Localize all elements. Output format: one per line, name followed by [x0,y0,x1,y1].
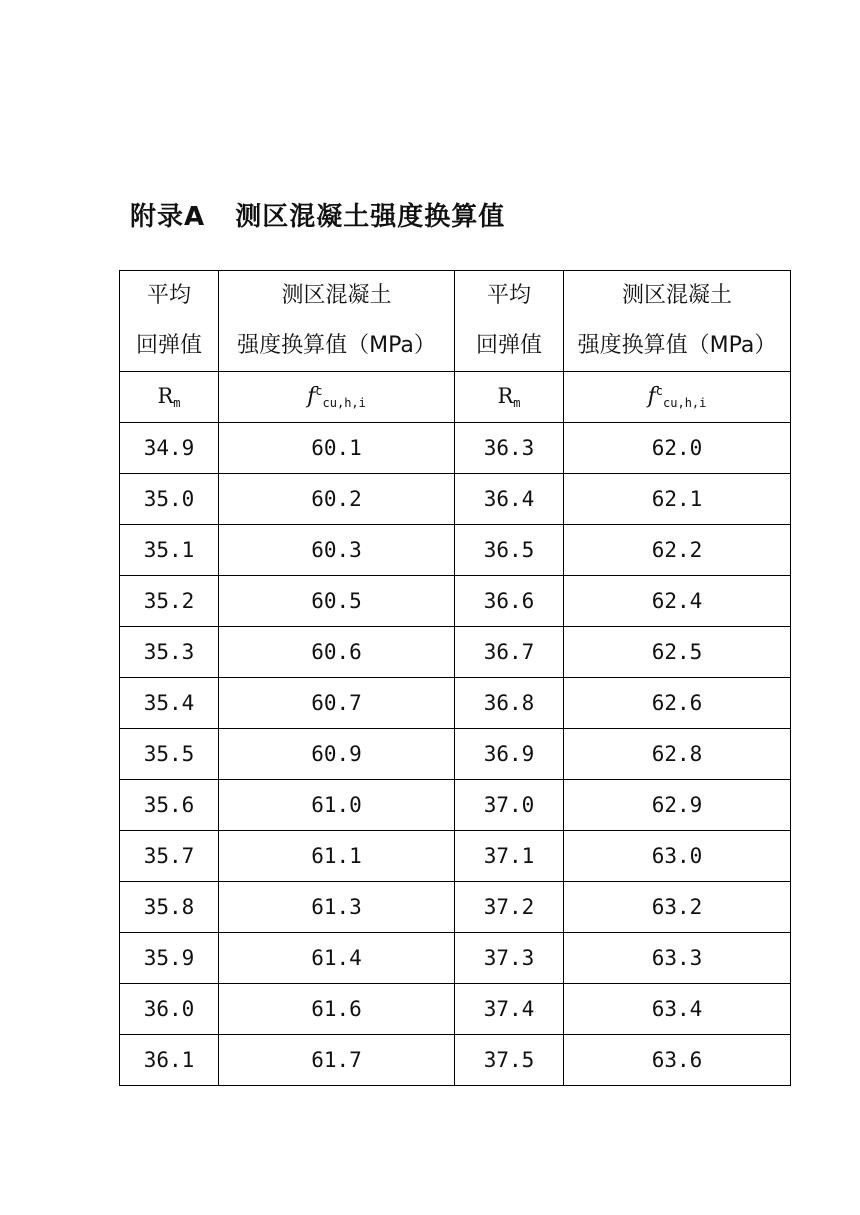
cell-f-left: 60.5 [219,576,455,627]
cell-rm-left: 35.6 [120,780,219,831]
cell-rm-left: 36.1 [120,1035,219,1086]
f-symbol [307,384,366,408]
header-f-line1: 测区混凝土 [281,283,392,308]
header-rm-line1: 平均 [486,283,531,308]
header-rm-line2: 回弹值 [475,333,542,358]
header-f-left [219,271,455,372]
header-rm-right [455,271,564,372]
cell-f-left: 61.0 [219,780,455,831]
header-rm-line1: 平均 [146,283,191,308]
cell-rm-left: 35.7 [120,831,219,882]
cell-f-left: 60.6 [219,627,455,678]
cell-rm-right: 36.3 [455,423,564,474]
table-row [120,576,791,627]
table-row [120,933,791,984]
cell-f-right: 62.4 [564,576,791,627]
cell-rm-right: 37.3 [455,933,564,984]
symbol-row [120,372,791,423]
table-row [120,474,791,525]
rm-symbol [157,384,180,408]
cell-f-right: 63.3 [564,933,791,984]
header-rm-line2: 回弹值 [135,333,202,358]
rm-symbol [497,384,520,408]
cell-f-right: 63.6 [564,1035,791,1086]
cell-rm-left: 36.0 [120,984,219,1035]
cell-f-left: 60.2 [219,474,455,525]
cell-rm-right: 37.4 [455,984,564,1035]
cell-rm-right: 36.4 [455,474,564,525]
f-symbol-main: f [647,384,656,409]
cell-f-right: 62.5 [564,627,791,678]
cell-rm-left: 35.9 [120,933,219,984]
cell-f-left: 61.1 [219,831,455,882]
cell-rm-left: 35.8 [120,882,219,933]
cell-rm-left: 34.9 [120,423,219,474]
cell-f-right: 62.8 [564,729,791,780]
f-symbol-sub: cu,h,i [663,396,707,410]
table-row [120,729,791,780]
rm-symbol-main: R [157,384,174,408]
cell-f-right: 63.2 [564,882,791,933]
rm-symbol-sub: m [513,396,521,410]
symbol-f-right [564,372,791,423]
strength-conversion-table [119,270,791,1086]
table-body [120,271,791,1086]
header-f-line2: 强度换算值（MPa） [577,333,777,358]
cell-f-left: 60.7 [219,678,455,729]
cell-f-left: 61.6 [219,984,455,1035]
cell-rm-right: 36.5 [455,525,564,576]
cell-rm-right: 36.8 [455,678,564,729]
cell-f-right: 62.9 [564,780,791,831]
table-row [120,1035,791,1086]
cell-rm-right: 36.7 [455,627,564,678]
table-row [120,423,791,474]
table-row [120,525,791,576]
table-row [120,627,791,678]
cell-rm-left: 35.4 [120,678,219,729]
f-symbol-main: f [307,384,316,409]
cell-f-right: 62.0 [564,423,791,474]
f-symbol-sup: c [315,384,323,398]
f-symbol-sub: cu,h,i [322,396,366,410]
rm-symbol-main: R [497,384,514,408]
table-row [120,831,791,882]
cell-rm-right: 37.2 [455,882,564,933]
page-title: 附录A 测区混凝土强度换算值 [130,202,506,232]
table-row [120,882,791,933]
table-row [120,780,791,831]
f-symbol-sup: c [655,384,664,398]
f-symbol [648,384,707,408]
rm-symbol-sub: m [173,396,181,410]
header-f-line2: 强度换算值（MPa） [237,333,436,358]
cell-f-right: 63.0 [564,831,791,882]
header-rm-left [120,271,219,372]
cell-f-right: 62.1 [564,474,791,525]
cell-f-right: 62.6 [564,678,791,729]
header-f-right [564,271,791,372]
cell-rm-left: 35.0 [120,474,219,525]
symbol-rm-right [455,372,564,423]
cell-rm-right: 36.9 [455,729,564,780]
cell-f-left: 60.1 [219,423,455,474]
header-f-line1: 测区混凝土 [621,283,732,308]
cell-f-right: 63.4 [564,984,791,1035]
cell-f-left: 60.9 [219,729,455,780]
cell-rm-left: 35.5 [120,729,219,780]
cell-f-left: 61.4 [219,933,455,984]
cell-f-right: 62.2 [564,525,791,576]
cell-f-left: 60.3 [219,525,455,576]
cell-rm-left: 35.1 [120,525,219,576]
symbol-rm-left [120,372,219,423]
cell-rm-right: 36.6 [455,576,564,627]
symbol-f-left [219,372,455,423]
cell-rm-right: 37.5 [455,1035,564,1086]
cell-rm-left: 35.3 [120,627,219,678]
header-row [120,271,791,372]
cell-f-left: 61.3 [219,882,455,933]
cell-f-left: 61.7 [219,1035,455,1086]
table-row [120,984,791,1035]
cell-rm-left: 35.2 [120,576,219,627]
cell-rm-right: 37.1 [455,831,564,882]
cell-rm-right: 37.0 [455,780,564,831]
table-row [120,678,791,729]
